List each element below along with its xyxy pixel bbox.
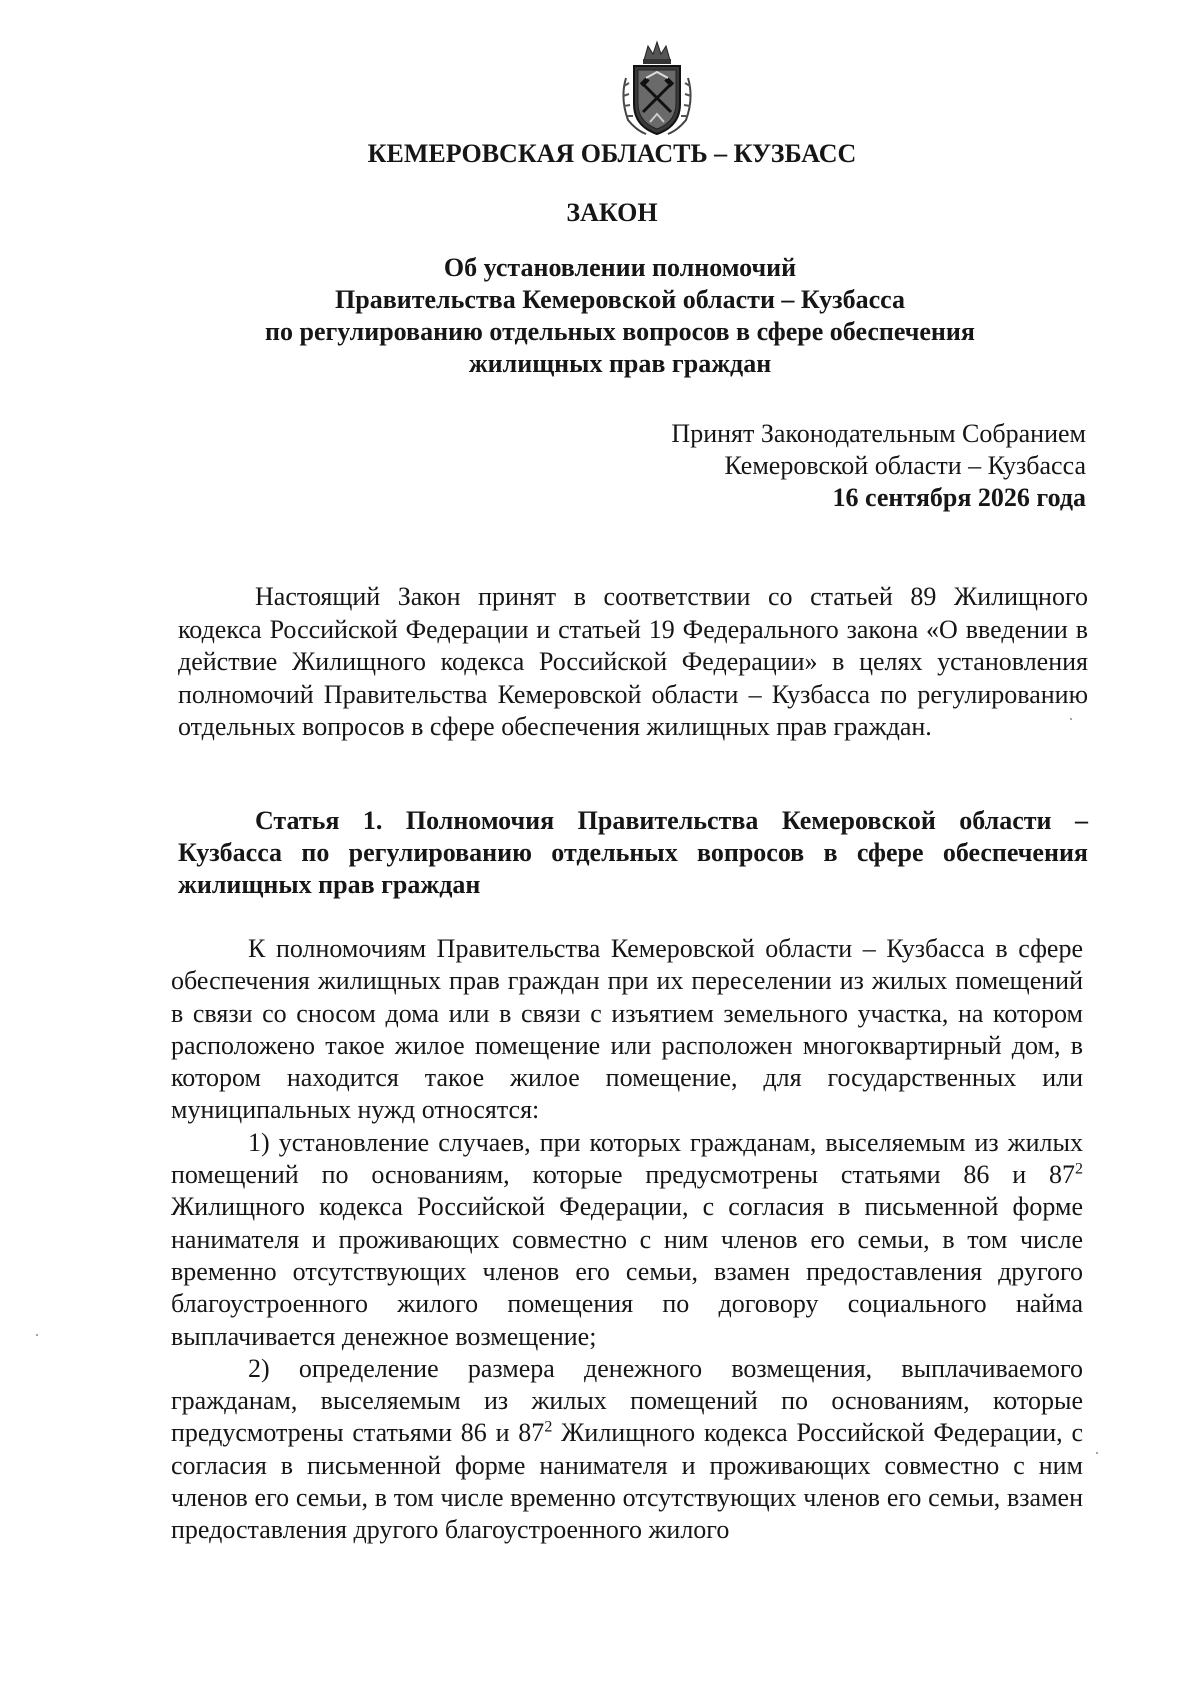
scan-speck [1096,1452,1098,1454]
list-item-text: 2) определение размера денежного возмещения, выплачиваемого гражданам, выселяемым из жилых помещений по основаниям, которые предусмотрены статьями 86 и 87 [171,1353,1083,1448]
superscript: 2 [1075,1160,1083,1178]
adoption-line: Кемеровской области – Кузбасса [724,451,1086,480]
list-item [171,1353,1083,1547]
preamble-paragraph: Настоящий Закон принят в соответствии со статьей 89 Жилищного кодекса Российской Федерации и статьей 19 Федерального закона «О введении в действие Жилищного кодекса Российской Федерации» в целях установления полномочий Правительства Кемеровской области – Кузбасса по регулированию отдельных вопросов в сфере обеспечения жилищных прав граждан. [178,582,1088,741]
list-item [171,1127,1083,1353]
law-title-line: жилищных прав граждан [468,349,772,378]
list-item-text: Жилищного кодекса Российской Федерации, с согласия в письменной форме нанимателя и проживающих совместно с ним членов его семьи, в том числе временно отсутствующих членов его семьи, взамен предоставления другого благоустроенного жилого [171,1418,1083,1545]
adoption-date: 16 сентября 2026 года [832,483,1086,512]
superscript: 2 [544,1418,553,1436]
region-name: КЕМЕРОВСКАЯ ОБЛАСТЬ – КУЗБАСС [367,139,857,168]
article-lead-paragraph: К полномочиям Правительства Кемеровской области – Кузбасса в сфере обеспечения жилищных прав граждан при их переселении из жилых помещений в связи со сносом дома или в связи с изъятием земельного участка, на котором расположено такое жилое помещение или расположен многоквартирный дом, в котором находится такое жилое помещение, для государственных или муниципальных нужд относятся: [171,934,1083,1125]
law-title-line: Об установлении полномочий [443,253,797,282]
coat-of-arms-emblem [616,38,698,138]
adoption-line: Принят Законодательным Собранием [671,419,1086,448]
list-item-text: 1) установление случаев, при которых гражданам, выселяемым из жилых помещений по основаниям, которые предусмотрены статьями 86 и 87 [171,1127,1083,1190]
document-type: ЗАКОН [566,198,658,227]
article-heading: Статья 1. Полномочия Правительства Кемеровской области – Кузбасса по регулированию отдельных вопросов в сфере обеспечения жилищных прав граждан [178,806,1088,899]
adoption-block [671,418,1086,514]
law-title-line: по регулированию отдельных вопросов в сфере обеспечения [265,317,975,346]
list-item-text: Жилищного кодекса Российской Федерации, с согласия в письменной форме нанимателя и проживающих совместно с ним членов его семьи, в том числе временно отсутствующих членов его семьи, взамен предоставления другого благоустроенного жилого помещения по договору социального найма выплачивается денежное возмещение; [171,1192,1083,1351]
law-title-line: Правительства Кемеровской области – Кузбасса [335,285,905,314]
scan-speck [1070,718,1072,720]
law-title [240,252,1000,380]
article-body [171,933,1083,1547]
scan-speck [36,1334,38,1336]
